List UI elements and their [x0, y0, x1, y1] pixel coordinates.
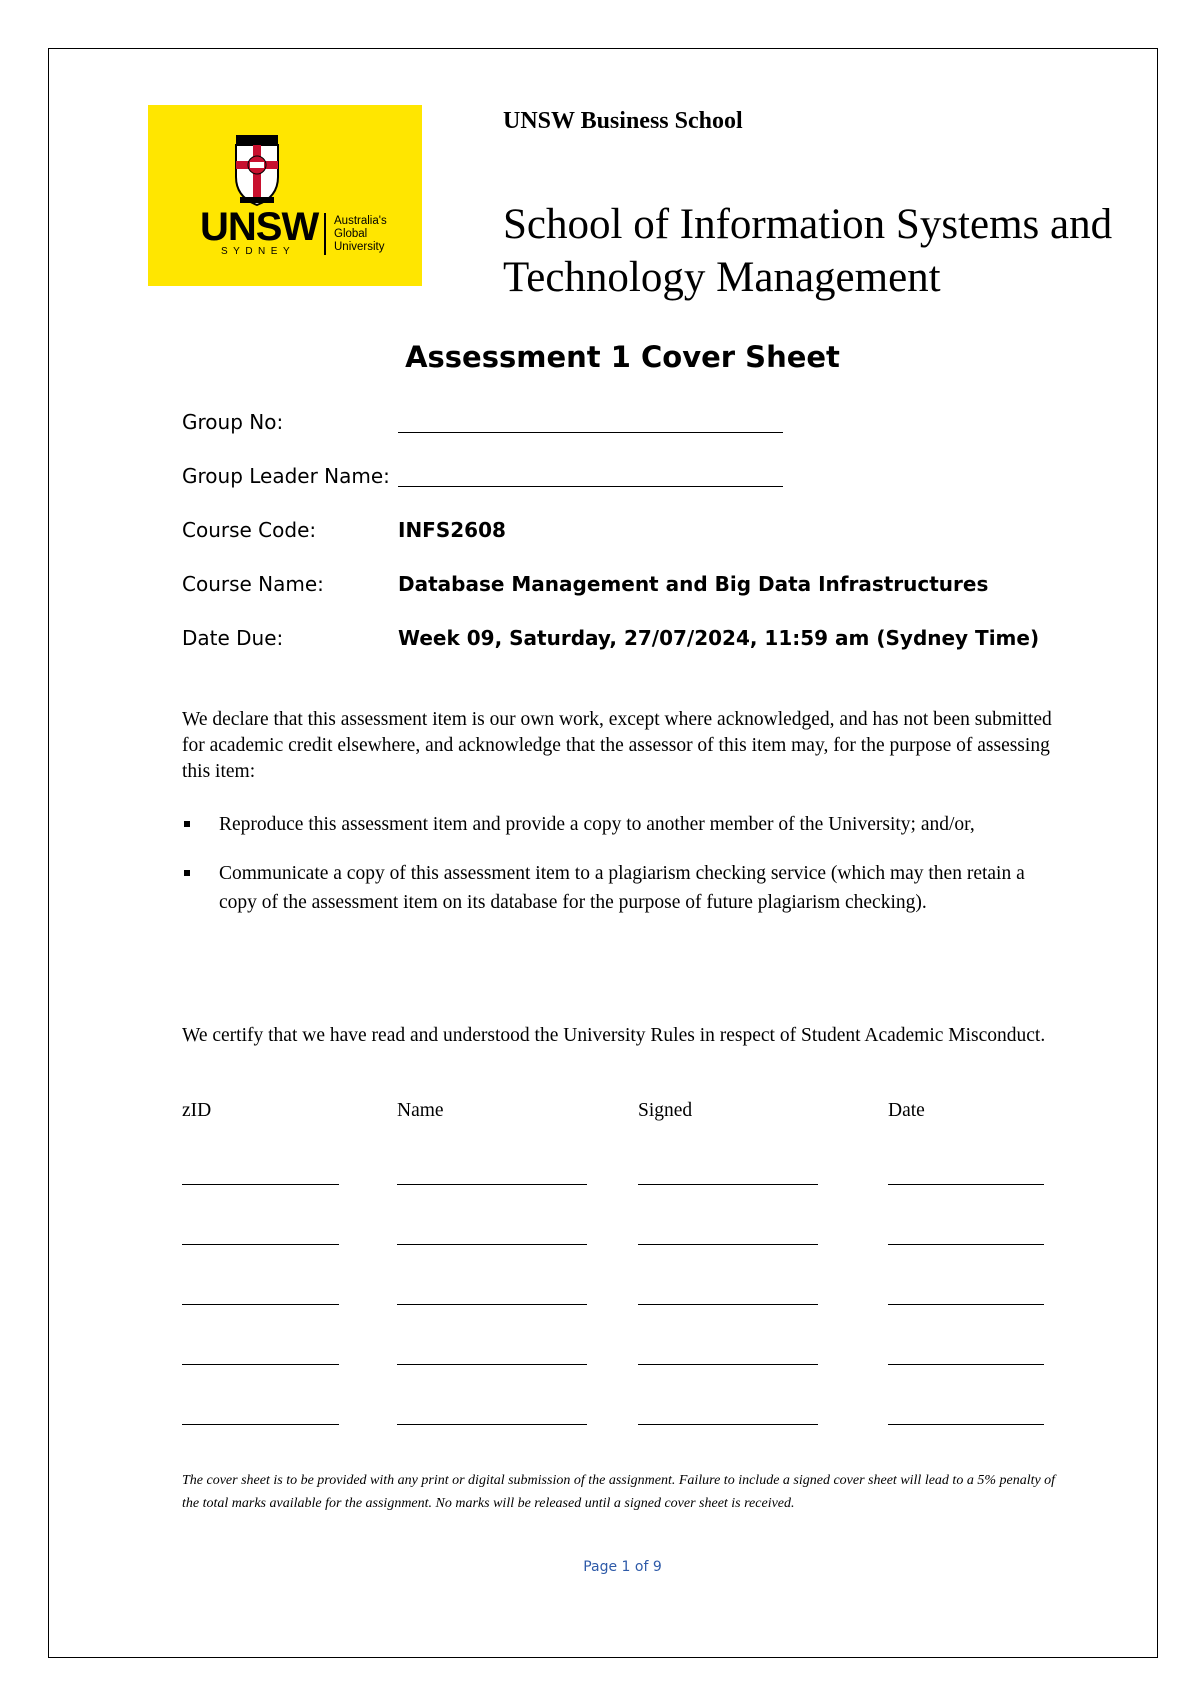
- certify-paragraph: We certify that we have read and understood the University Rules in respect of Student Academic Misconduct.: [182, 1025, 1046, 1046]
- signature-line-signed[interactable]: [638, 1424, 818, 1425]
- bullet-icon: [184, 821, 190, 827]
- signature-line-date[interactable]: [888, 1424, 1044, 1425]
- date-due-label: Date Due:: [182, 626, 284, 650]
- column-header-date: Date: [888, 1100, 925, 1121]
- column-header-name: Name: [397, 1100, 444, 1121]
- signature-line-date[interactable]: [888, 1184, 1044, 1185]
- signature-line-name[interactable]: [397, 1364, 587, 1365]
- signature-line-name[interactable]: [397, 1244, 587, 1245]
- list-item: Communicate a copy of this assessment item to a plagiarism checking service (which may then retain a copy of the assessment item on its database for the purpose of future plagiarism checking).: [182, 859, 1062, 917]
- signature-line-zid[interactable]: [182, 1244, 339, 1245]
- page-title: Assessment 1 Cover Sheet: [405, 340, 840, 374]
- unsw-logo: [148, 105, 422, 286]
- column-header-zid: zID: [182, 1100, 212, 1121]
- signature-line-zid[interactable]: [182, 1424, 339, 1425]
- course-name-value: Database Management and Big Data Infrastructures: [398, 572, 989, 596]
- declaration-paragraph: We declare that this assessment item is our own work, except where acknowledged, and has not been submitted for academic credit elsewhere, and acknowledge that the assessor of this item may, for the purpose of assessing this item:: [182, 709, 1052, 782]
- course-code-label: Course Code:: [182, 518, 317, 542]
- signature-line-signed[interactable]: [638, 1244, 818, 1245]
- signature-line-zid[interactable]: [182, 1364, 339, 1365]
- logo-divider: [324, 213, 326, 255]
- unsw-crest-icon: [232, 135, 282, 207]
- group-leader-underline: [398, 486, 783, 487]
- list-item: Reproduce this assessment item and provide a copy to another member of the University; and/or,: [182, 810, 1062, 839]
- signature-line-signed[interactable]: [638, 1364, 818, 1365]
- bullet-icon: [184, 870, 190, 876]
- signature-line-signed[interactable]: [638, 1184, 818, 1185]
- group-leader-label: Group Leader Name:: [182, 464, 390, 488]
- unsw-wordmark: UNSW: [200, 205, 319, 249]
- group-no-label: Group No:: [182, 410, 284, 434]
- signature-line-zid[interactable]: [182, 1184, 339, 1185]
- column-header-signed: Signed: [638, 1100, 693, 1121]
- signature-line-name[interactable]: [397, 1424, 587, 1425]
- signature-line-name[interactable]: [397, 1304, 587, 1305]
- footnote: The cover sheet is to be provided with any print or digital submission of the assignment. Failure to include a signed cover sheet will lead to a 5% penalty of the total marks available for the assignment. No marks will be released until a signed cover sheet is received.: [182, 1473, 1056, 1511]
- signature-line-zid[interactable]: [182, 1304, 339, 1305]
- course-name-label: Course Name:: [182, 572, 324, 596]
- signature-line-date[interactable]: [888, 1364, 1044, 1365]
- page-number: Page 1 of 9: [583, 1559, 662, 1575]
- signature-line-signed[interactable]: [638, 1304, 818, 1305]
- business-school-heading: UNSW Business School: [503, 108, 743, 134]
- group-no-underline: [398, 432, 783, 433]
- school-name-heading: School of Information Systems and Technology Management: [503, 201, 1113, 301]
- signature-line-name[interactable]: [397, 1184, 587, 1185]
- unsw-city: SYDNEY: [221, 246, 296, 257]
- logo-tagline: Australia's Global University: [334, 215, 387, 253]
- declaration-bullets: [182, 810, 1062, 937]
- signature-line-date[interactable]: [888, 1244, 1044, 1245]
- signature-line-date[interactable]: [888, 1304, 1044, 1305]
- date-due-value: Week 09, Saturday, 27/07/2024, 11:59 am (Sydney Time): [398, 626, 1040, 650]
- course-code-value: INFS2608: [398, 518, 506, 542]
